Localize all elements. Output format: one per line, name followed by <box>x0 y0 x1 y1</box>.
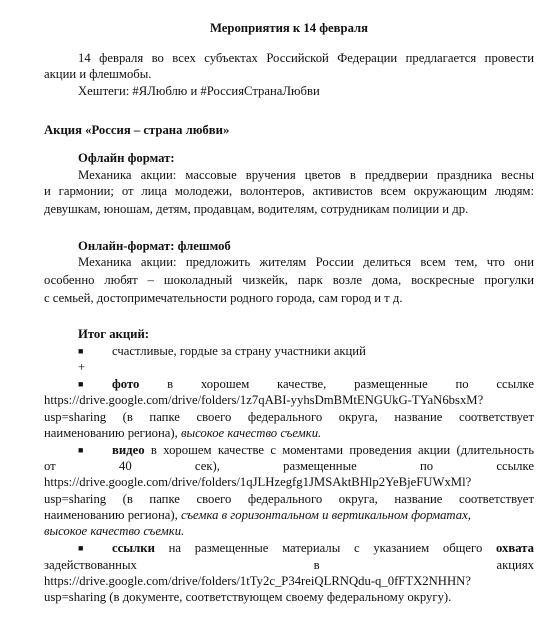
bullet-square-icon: ■ <box>78 445 84 455</box>
results-bullet-1: счастливые, гордые за страну участники акций <box>112 344 366 358</box>
online-heading: Онлайн-формат: флешмоб <box>78 239 231 253</box>
photo-line-4: наименованию региона), высокое качество съемки. <box>44 426 322 440</box>
links-line-1: ссылки на размещенные материалы с указанием общего охвата <box>112 541 534 555</box>
links-line-2: задействованных в акциях <box>44 558 534 572</box>
online-line-3: с семьей, достопримечательности родного города, сам город и т д. <box>44 291 403 305</box>
bullet-square-icon: ■ <box>78 543 84 553</box>
links-link[interactable]: https://drive.google.com/drive/folders/1tTy2c_P34reiQLRNQdu-q_0fFTX2NHHN? <box>44 574 471 588</box>
bullet-square-icon: ■ <box>78 346 84 356</box>
offline-line-2: и гармонии; от лица молодежи, волонтеров, активистов всем окружающим людям: <box>44 184 534 198</box>
intro-line-1: 14 февраля во всех субъектах Российской Федерации предлагается провести <box>78 51 534 65</box>
section-heading: Акция «Россия – страна любви» <box>44 123 230 137</box>
online-line-2: особенно любят – шоколадный чизкейк, парк возле дома, воскресные прогулки <box>44 273 534 287</box>
plus-line: + <box>78 360 86 374</box>
video-line-1: видео в хорошем качестве с моментами проведения акции (длительность <box>112 443 534 457</box>
photo-line-3: usp=sharing (в папке своего федерального округа, название соответствует <box>44 410 534 424</box>
bullet-square-icon: ■ <box>78 379 84 389</box>
video-line-5: наименованию региона), съемка в горизонтальном и вертикальном форматах, <box>44 508 471 522</box>
online-line-1: Механика акции: предложить жителям России делиться всем тем, что они <box>78 255 534 269</box>
intro-line-2: акции и флешмобы. <box>44 67 152 81</box>
document-title: Мероприятия к 14 февраля <box>209 21 369 35</box>
video-line-2: от 40 сек), размещенные по ссылке <box>44 459 534 473</box>
results-heading: Итог акций: <box>78 327 150 341</box>
hashtags-line: Хештеги: #ЯЛюблю и #РоссияСтранаЛюбви <box>78 84 320 98</box>
photo-line-1: фото в хорошем качестве, размещенные по ссылке <box>112 377 535 391</box>
photo-link[interactable]: https://drive.google.com/drive/folders/1z7qABI-yyhsDmBMtENGUkG-TYaN6bsxM? <box>44 393 484 407</box>
offline-line-1: Механика акции: массовые вручения цветов в преддверии праздника весны <box>78 168 534 182</box>
video-line-6: высокое качество съемки. <box>44 524 185 538</box>
offline-heading: Офлайн формат: <box>78 151 175 165</box>
video-line-4: usp=sharing (в папке своего федерального округа, название соответствует <box>44 492 534 506</box>
offline-line-3: девушкам, юношам, детям, продавцам, водителям, сотрудникам полиции и др. <box>44 202 469 216</box>
links-line-4: usp=sharing (в документе, соответствующем своему федеральному округу). <box>44 590 452 604</box>
video-link[interactable]: https://drive.google.com/drive/folders/1qJLHzegfg1JMSAktBHlp2YeBjeFUWxMl? <box>44 475 472 489</box>
